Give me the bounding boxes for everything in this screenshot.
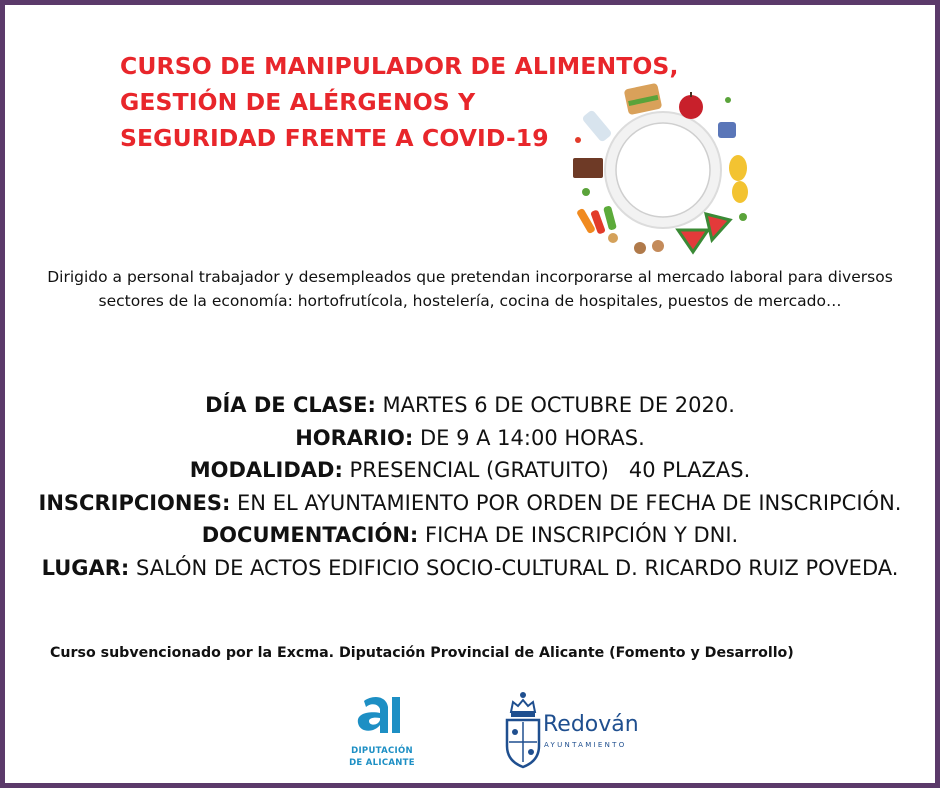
diputacion-a-icon [342,693,422,745]
title-line-1: CURSO DE MANIPULADOR DE ALIMENTOS, [120,52,679,80]
diputacion-logo [342,693,422,773]
course-details [5,389,935,584]
diputacion-line-1: DIPUTACIÓN [351,746,413,756]
detail-value: MARTES 6 DE OCTUBRE DE 2020. [375,393,735,417]
detail-label: DÍA DE CLASE: [205,393,376,417]
detail-value: SALÓN DE ACTOS EDIFICIO SOCIO-CULTURAL D. RICARDO RUIZ POVEDA. [129,555,899,580]
redovan-logo [503,690,643,770]
detail-documentation [5,519,935,552]
intro-text: Dirigido a personal trabajador y desempleados que pretendan incorporarse al mercado laboral para diversos sectores de la economía: hortofrutícola, hostelería, cocina de hospitales, puestos de mercado… [47,268,893,310]
detail-value: DE 9 A 14:00 HORAS. [413,425,645,450]
redovan-subtitle: AYUNTAMIENTO [544,741,627,749]
detail-modality [5,454,935,487]
detail-label: LUGAR: [41,555,130,580]
detail-label: DOCUMENTACIÓN: [201,523,419,547]
diputacion-line-2: DE ALICANTE [349,758,415,768]
detail-label: MODALIDAD: [189,458,343,482]
detail-label: HORARIO: [295,425,414,450]
detail-value: EN EL AYUNTAMIENTO POR ORDEN DE FECHA DE INSCRIPCIÓN. [230,490,902,515]
food-plate-illustration [568,80,758,260]
detail-registration [5,487,935,520]
redovan-name: Redován [543,712,639,737]
detail-value: PRESENCIAL (GRATUITO) 40 PLAZAS. [342,458,751,482]
detail-value: FICHA DE INSCRIPCIÓN Y DNI. [418,523,739,547]
detail-day [5,389,935,422]
title-line-2: GESTIÓN DE ALÉRGENOS Y [120,88,476,116]
detail-label: INSCRIPCIONES: [38,490,231,515]
title-line-3: SEGURIDAD FRENTE A COVID-19 [120,124,549,152]
redovan-coat-of-arms-icon [503,690,543,770]
poster [5,5,935,783]
detail-location [5,552,935,585]
subsidy-note: Curso subvencionado por la Excma. Diputación Provincial de Alicante (Fomento y Desarrollo) [50,645,794,661]
detail-schedule [5,422,935,455]
